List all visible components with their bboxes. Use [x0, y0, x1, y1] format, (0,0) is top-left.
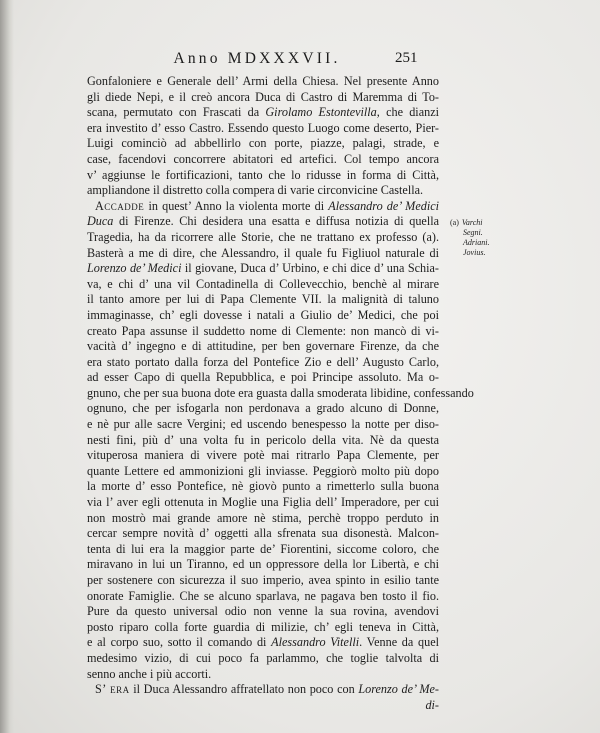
text-run: case, facendovi concorrere abitatori ed artefici. Col tempo ancora: [87, 151, 439, 166]
text-line: [87, 557, 439, 573]
text-line: [87, 385, 474, 402]
text-run: era investito d’ esso Castro. Essendo questo Luogo come deserto, Pier-: [87, 120, 439, 135]
margin-note: [450, 218, 500, 258]
text-run: gli diede Nepi, e il creò ancora Duca di Castro di Maremma di To-: [87, 89, 439, 104]
text-run: e al corpo suo, sotto il comando di: [87, 635, 272, 650]
margin-note-source: Adriani.: [463, 238, 490, 247]
text-run: il tanto amore per lui di Papa Clemente VII. la malignità di taluno: [87, 292, 439, 307]
text-run: la morte d’ esso Pontefice, nè giovò punto a rimetterlo sulla buona: [87, 479, 439, 494]
text-line: [87, 651, 439, 667]
text-line: [87, 635, 439, 651]
text-line: [87, 698, 439, 714]
text-line: [87, 230, 439, 246]
text-run: Alessandro de’ Medici: [328, 198, 440, 213]
text-run: cercar sempre novità d’ oggetti alla sfrenata sua disonestà. Malcon-: [87, 526, 439, 541]
text-run: ognuno, che per isfogarla non perdonava a grado alcuno di Donne,: [87, 401, 439, 416]
text-run: il giovane, Duca d’ Urbino, e chi dice d’ una Schia-: [181, 261, 439, 276]
text-line: [87, 667, 439, 683]
text-run: ampliandone il distretto colla compera di varie circonvicine Castella.: [87, 183, 424, 198]
text-run: immaginasse, ch’ egli dovesse i natali a Giulio de’ Medici, che poi: [87, 307, 439, 322]
text-run: miravano in lui un Tiranno, ed un oppressore della lor Libertà, e chi: [87, 557, 439, 572]
text-line: [87, 542, 439, 558]
text-line: [87, 136, 439, 152]
text-line: [87, 370, 439, 386]
text-run: quante Lettere ed ammonizioni gli inviasse. Peggiorò molto più dopo: [87, 463, 439, 478]
text-line: [87, 682, 439, 698]
text-line: [87, 495, 439, 511]
text-run: vituperosa maniera di vivere potè mai ritrarlo Papa Clemente, per: [87, 448, 439, 463]
text-run: . Venne da quel: [359, 635, 439, 650]
text-run: senno anche i più accorti.: [87, 666, 212, 681]
text-run: nesti fini, più d’ una volta fu in pericolo della vita. Nè da questa: [87, 432, 439, 447]
text-run: e nè pur alle sacre Vergini; ed uscendo benespesso la notte per diso-: [87, 417, 439, 432]
text-run: gnuno, che per sua buona dote era guasta dalla smoderata libidine, confessando: [87, 385, 474, 400]
text-line: [87, 246, 439, 262]
text-run: di Firenze. Chi desidera una esatta e diffusa notizia di quella: [113, 214, 439, 229]
text-line: [87, 261, 439, 277]
margin-note-ref: (a): [450, 218, 459, 227]
text-line: [87, 573, 439, 589]
text-run: Lorenzo de’ Medici: [87, 261, 182, 276]
running-header-title: Anno MDXXXVII.: [173, 50, 341, 67]
margin-note-source: Jovius.: [463, 248, 486, 257]
text-run: tenta di lui era la maggior parte de’ Fiorentini, siccome coloro, che: [87, 541, 439, 556]
text-line: [87, 183, 439, 199]
text-line: [87, 90, 439, 106]
text-run: Gonfaloniere e Generale dell’ Armi della Chiesa. Nel presente Anno: [87, 74, 439, 88]
text-run: Basterà a me di dire, che Alessandro, il quale fu Figliuol naturale di: [87, 245, 439, 260]
text-run: via l’ aver egli ottenuta in Moglie una Figlia dell’ Imperadore, per cui: [87, 495, 439, 510]
text-run: Luigi cominciò ad abbellirlo con porte, piazze, palagi, strade, e: [87, 136, 439, 151]
page-gutter-shadow: [0, 0, 14, 733]
text-run: onorate Famiglie. Che se alcuno sparlava, ne pagava ben tosto il fio.: [87, 588, 439, 603]
text-line: [87, 168, 439, 184]
margin-note-source: Segni.: [463, 228, 483, 237]
text-run: Girolamo Estontevilla: [265, 105, 377, 120]
text-run: non mostrò mai grande amore nè stima, perchè troppo perduto in: [87, 510, 439, 525]
text-run: v’ aggiunse le fortificazioni, tanto che lo ridusse in forma di Città,: [87, 167, 439, 182]
text-run: medesimo vizio, di cui poco fa parlammo, che toglie talvolta di: [87, 650, 439, 665]
text-run: Lorenzo de’ Me-: [358, 682, 439, 697]
text-run: per sostenere con sicurezza il suo imperio, avea spinto in esilio tante: [87, 573, 439, 587]
text-run: era stato portato dalla forza del Pontefice Zio e dell’ Augusto Carlo,: [87, 354, 439, 369]
text-line: [87, 589, 439, 605]
text-run: S’ era: [95, 682, 130, 697]
text-line: [87, 604, 439, 620]
margin-note-source: Varchi: [461, 218, 483, 227]
text-run: posto riparo colla forte guardia di milizie, ch’ egli teneva in Città,: [87, 619, 439, 634]
text-line: [87, 620, 439, 636]
text-line: [87, 308, 439, 324]
text-line: [87, 417, 439, 433]
text-run: di-: [425, 697, 439, 712]
text-run: , che dianzi: [376, 105, 439, 120]
text-line: [87, 401, 439, 417]
text-line: [87, 464, 439, 480]
text-run: Pure da questo universal odio non venne la sua rovina, avendovi: [87, 604, 439, 619]
text-line: [87, 433, 439, 449]
text-run: Duca: [87, 214, 114, 229]
text-line: [87, 277, 439, 293]
text-line: [87, 448, 439, 464]
text-run: in quest’ Anno la violenta morte di: [144, 198, 329, 213]
text-line: [87, 105, 439, 121]
text-line: [87, 479, 439, 495]
page-number: 251: [395, 50, 418, 66]
text-run: ad esser Capo di quella Repubblica, e poi Principe assoluto. Ma o-: [87, 370, 439, 385]
text-line: [87, 74, 439, 90]
text-line: [87, 214, 439, 230]
text-line: [87, 511, 439, 527]
text-run: creato Papa assunse il suddetto nome di Clemente: non mancò di vi-: [87, 323, 439, 338]
text-run: Accadde: [95, 198, 145, 213]
text-line: [87, 199, 439, 215]
text-run: scana, permutato con Frascati da: [87, 105, 266, 120]
text-line: [87, 526, 439, 542]
text-run: Tragedia, ha da ricorrere alle Storie, che ne trattano ex professo (a).: [87, 229, 439, 244]
text-line: [87, 121, 439, 137]
text-line: [87, 324, 439, 340]
text-run: vacità d’ ingegno e di attitudine, per ben governare Firenze, da che: [87, 339, 439, 354]
text-run: Alessandro Vitelli: [271, 635, 360, 650]
text-line: [87, 152, 439, 168]
text-line: [87, 339, 439, 355]
text-line: [87, 355, 439, 371]
text-line: [87, 292, 439, 308]
text-run: va, e chi d’ una vil Contadinella di Collevecchio, benchè al mirare: [87, 276, 439, 291]
text-run: il Duca Alessandro affratellato non poco con: [129, 682, 359, 697]
